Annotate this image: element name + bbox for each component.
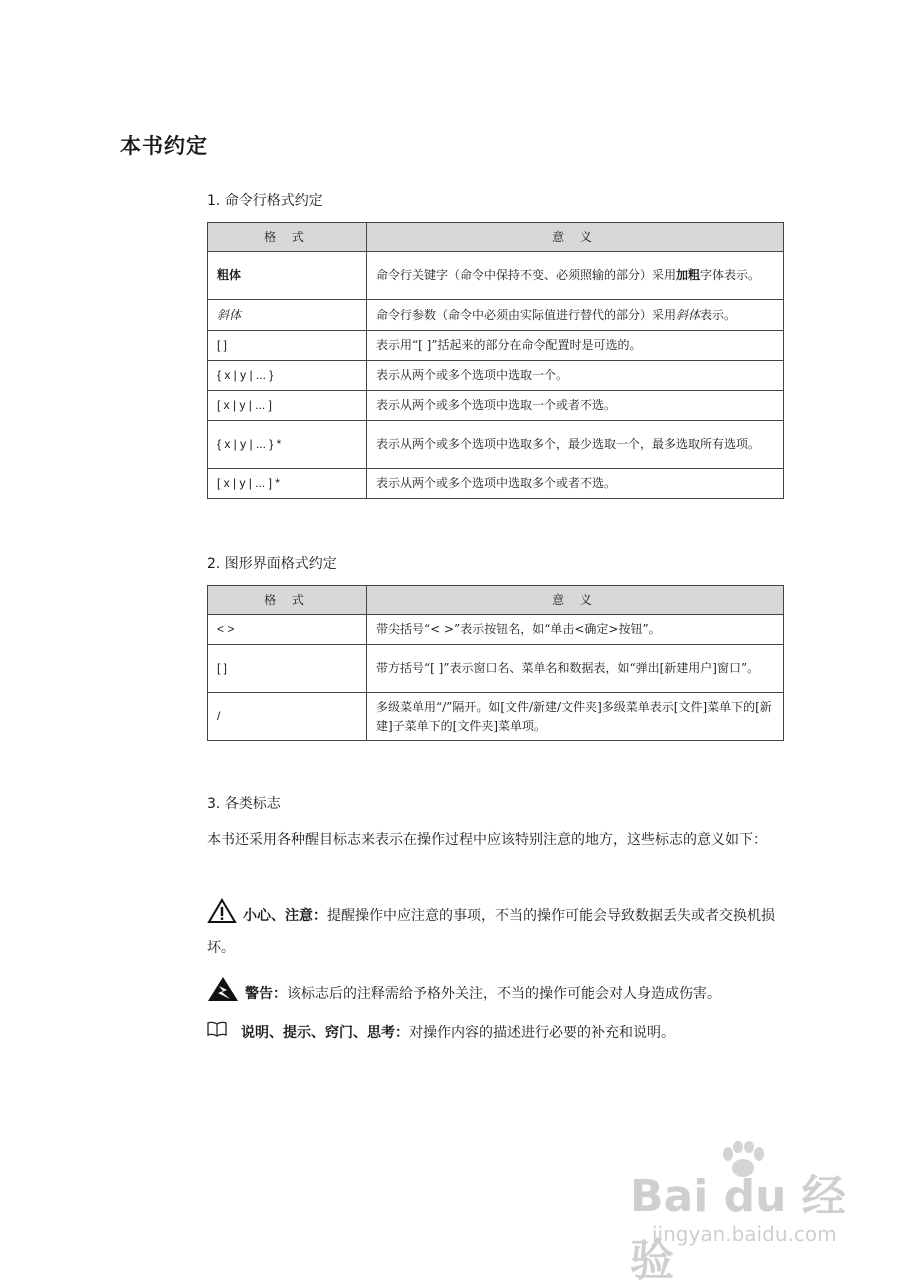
meaning-cell: 命令行参数（命令中必须由实际值进行替代的部分）采用斜体表示。 [367, 300, 784, 331]
format-cell: / [208, 693, 367, 741]
table-row [208, 391, 784, 421]
table-row [208, 693, 784, 741]
warning-lightning-icon [207, 976, 239, 1012]
section2-heading: 2. 图形界面格式约定 [207, 556, 337, 572]
caution-text: 提醒操作中应注意的事项，不当的操作可能会导致数据丢失或者交换机损坏。 [207, 908, 775, 956]
format-cell: [ ] [208, 645, 367, 693]
warning-text: 该标志后的注释需给予格外关注，不当的操作可能会对人身造成伤害。 [287, 986, 721, 1002]
table-row [208, 300, 784, 331]
format-cell: 斜体 [208, 300, 367, 331]
col-meaning-header: 意 义 [367, 586, 784, 615]
caution-label: 小心、注意： [243, 908, 327, 924]
table-header-row [208, 223, 784, 252]
meaning-cell: 表示从两个或多个选项中选取多个或者不选。 [367, 469, 784, 499]
format-cell: 粗体 [208, 252, 367, 300]
caution-triangle-icon [207, 898, 237, 934]
format-cell: { x | y | ... } * [208, 421, 367, 469]
info-text: 对操作内容的描述进行必要的补充和说明。 [409, 1025, 675, 1041]
meaning-cell: 多级菜单用“/”隔开。如[文件/新建/文件夹]多级菜单表示[文件]菜单下的[新建]子菜单下的[文件夹]菜单项。 [367, 693, 784, 741]
format-cell: < > [208, 615, 367, 645]
table-row [208, 645, 784, 693]
col-format-header: 格 式 [208, 586, 367, 615]
table-row [208, 469, 784, 499]
meaning-cell: 表示从两个或多个选项中选取一个或者不选。 [367, 391, 784, 421]
watermark-logo-text: Bai du 经验 [630, 1171, 846, 1286]
info-label: 说明、提示、窍门、思考： [241, 1025, 409, 1041]
table-header-row [208, 586, 784, 615]
meaning-cell: 表示用“[ ]”括起来的部分在命令配置时是可选的。 [367, 331, 784, 361]
format-cell: { x | y | ... } [208, 361, 367, 391]
col-format-header: 格 式 [208, 223, 367, 252]
section3-heading: 3. 各类标志 [207, 796, 281, 812]
meaning-cell: 表示从两个或多个选项中选取多个，最少选取一个，最多选取所有选项。 [367, 421, 784, 469]
format-cell: [ x | y | ... ] * [208, 469, 367, 499]
table-row [208, 331, 784, 361]
info-note [207, 1019, 784, 1047]
page-title: 本书约定 [120, 134, 208, 158]
section3-intro: 本书还采用各种醒目标志来表示在操作过程中应该特别注意的地方，这些标志的意义如下： [207, 832, 767, 848]
section1-heading: 1. 命令行格式约定 [207, 193, 323, 209]
format-cell: [ ] [208, 331, 367, 361]
gui-format-table [207, 585, 784, 741]
book-icon [207, 1019, 227, 1047]
command-line-table [207, 222, 784, 499]
watermark-url: jingyan.baidu.com [652, 1222, 837, 1246]
warning-label: 警告： [245, 986, 287, 1002]
meaning-cell: 带方括号“[ ]”表示窗口名、菜单名和数据表，如“弹出[新建用户]窗口”。 [367, 645, 784, 693]
meaning-cell: 表示从两个或多个选项中选取一个。 [367, 361, 784, 391]
baidu-watermark [630, 1140, 880, 1286]
format-cell: [ x | y | ... ] [208, 391, 367, 421]
meaning-cell: 带尖括号“< >”表示按钮名，如“单击<确定>按钮”。 [367, 615, 784, 645]
table-row [208, 252, 784, 300]
caution-note [207, 898, 784, 962]
table-row [208, 361, 784, 391]
col-meaning-header: 意 义 [367, 223, 784, 252]
meaning-cell: 命令行关键字（命令中保持不变、必须照输的部分）采用加粗字体表示。 [367, 252, 784, 300]
table-row [208, 421, 784, 469]
table-row [208, 615, 784, 645]
warning-note [207, 976, 784, 1012]
